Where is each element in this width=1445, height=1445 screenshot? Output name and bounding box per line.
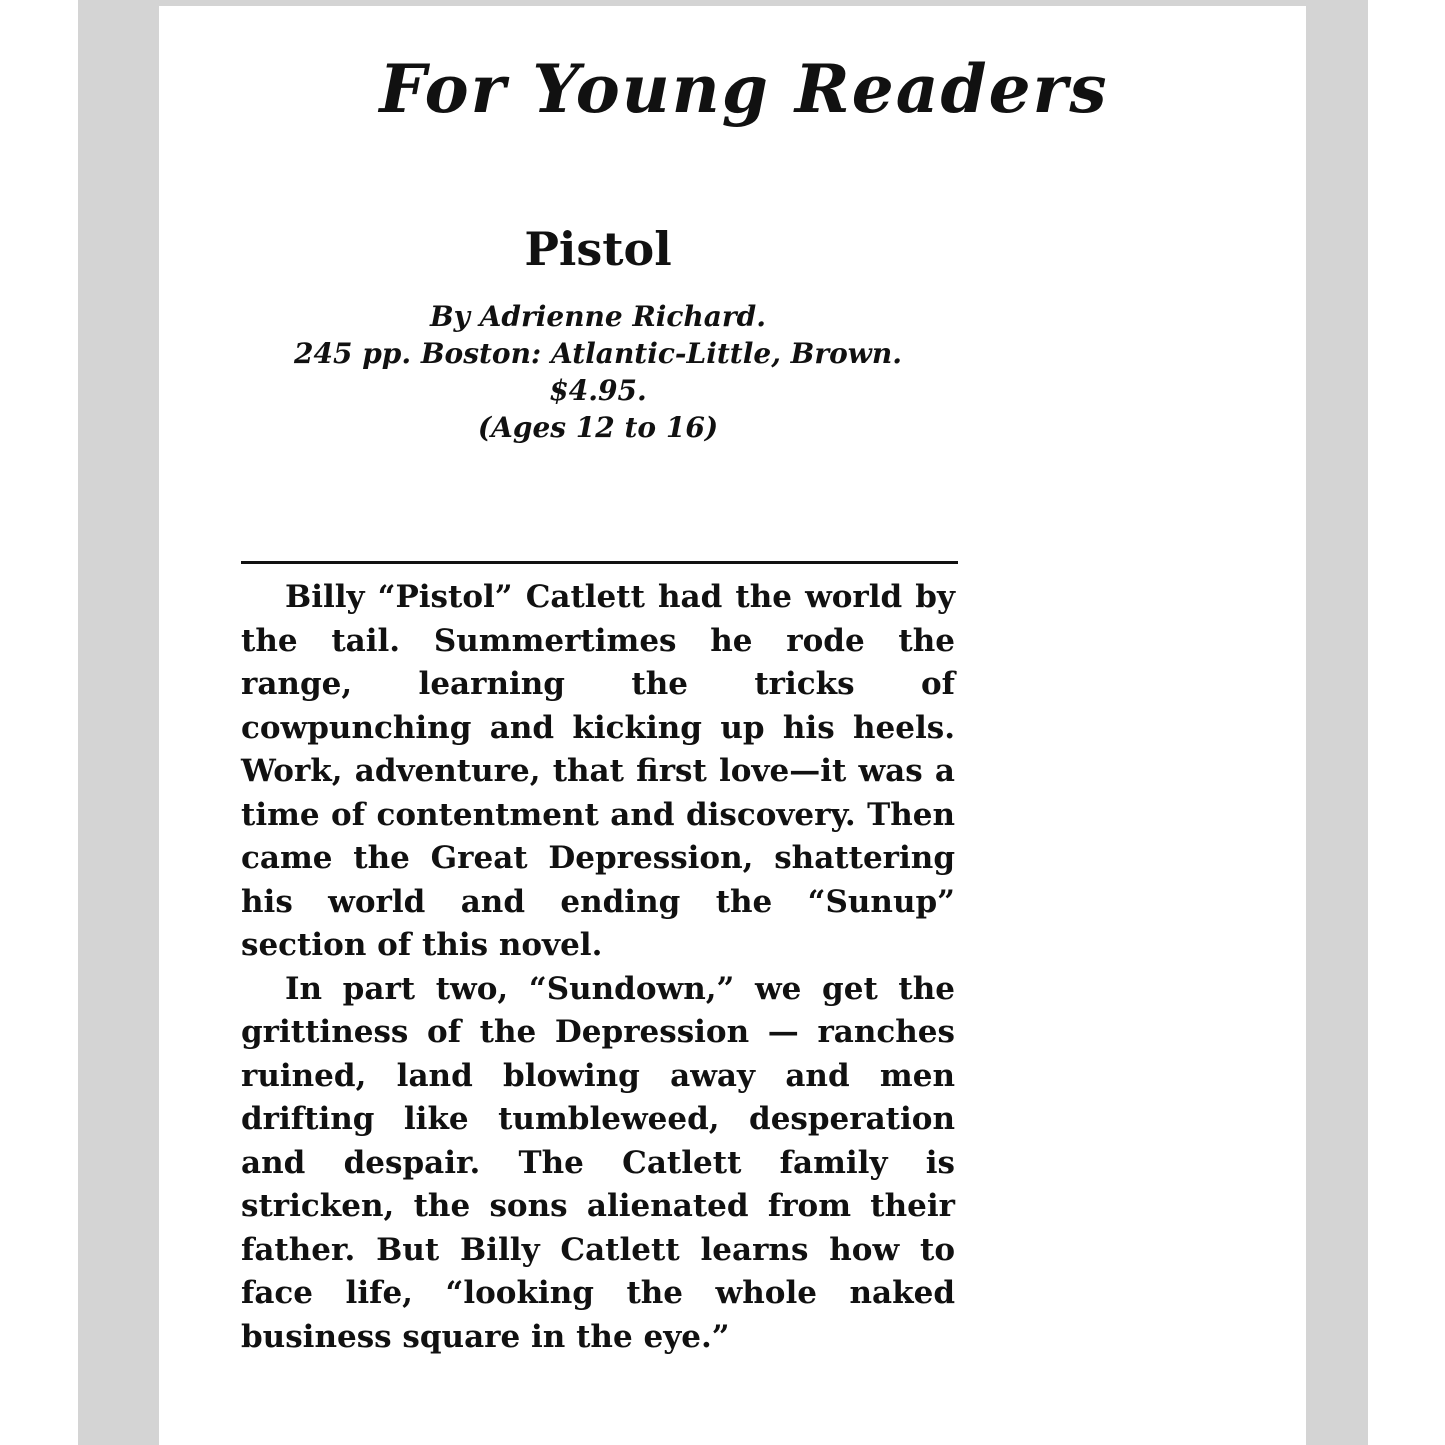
author-line: By Adrienne Richard. <box>430 300 766 333</box>
section-header: For Young Readers <box>379 50 1109 128</box>
review-paragraph: Billy “Pistol” Catlett had the world by the tail. Summertimes he rode the range, learning the tricks of cowpunching and kicking up his heels. Work, adventure, that first love—it was a time of contentment and discovery. Then came the Great Depression, shattering his world and ending the “Sunup” section of this novel. <box>241 579 955 963</box>
divider-rule <box>241 561 958 564</box>
publication-line: 245 pp. Boston: Atlantic-Little, Brown. <box>294 337 902 370</box>
age-range: (Ages 12 to 16) <box>477 411 719 444</box>
review-body <box>241 576 955 1359</box>
review-paragraph: In part two, “Sundown,” we get the grittiness of the Depression — ranches ruined, land blowing away and men drifting like tumbleweed, desperation and despair. The Catlett family is stricken, the sons alienated from their father. But Billy Catlett learns how to face life, “looking the whole naked business square in the eye.” <box>241 970 955 1355</box>
price: $4.95. <box>549 374 647 407</box>
book-title: Pistol <box>524 222 672 276</box>
newspaper-clipping <box>159 6 1306 1445</box>
book-info <box>241 298 955 446</box>
